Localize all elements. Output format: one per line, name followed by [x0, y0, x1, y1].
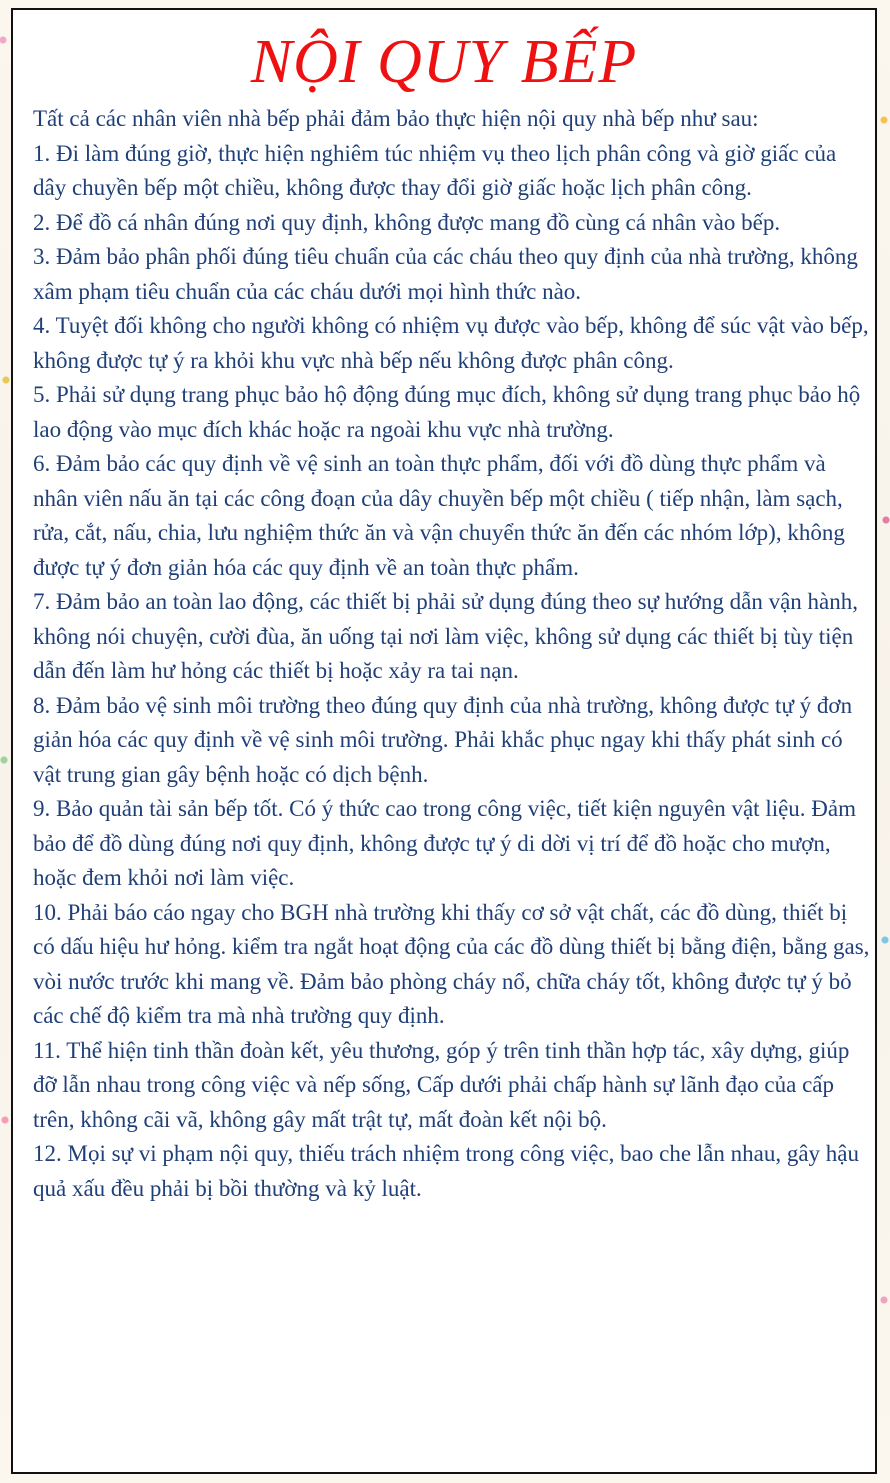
rule-item: 6. Đảm bảo các quy định về vệ sinh an toàn thực phẩm, đối với đồ dùng thực phẩm và nhân viên nấu ăn tại các công đoạn của dây chuyền bếp một chiều ( tiếp nhận, làm sạch, rửa, cắt, nấu, chia, lưu nghiệm thức ăn và vận chuyển thức ăn đến các nhóm lớp), không được tự ý đơn giản hóa các quy định về an toàn thực phẩm. [33, 451, 845, 580]
rule-item: 12. Mọi sự vi phạm nội quy, thiếu trách nhiệm trong công việc, bao che lẫn nhau, gây hậu quả xấu đều phải bị bồi thường và kỷ luật. [33, 1141, 860, 1201]
rule-item: 3. Đảm bảo phân phối đúng tiêu chuẩn của các cháu theo quy định của nhà trường, không xâm phạm tiêu chuẩn của các cháu dưới mọi hình thức nào. [33, 244, 858, 304]
notice-title: NỘI QUY BẾP [250, 28, 638, 96]
notice-board [11, 8, 877, 1474]
rule-item: 11. Thể hiện tinh thần đoàn kết, yêu thương, góp ý trên tinh thần hợp tác, xây dựng, giúp đỡ lẫn nhau trong công việc và nếp sống, Cấp dưới phải chấp hành sự lãnh đạo của cấp trên, không cãi vã, không gây mất trật tự, mất đoàn kết nội bộ. [33, 1037, 850, 1132]
notice-intro: Tất cả các nhân viên nhà bếp phải đảm bảo thực hiện nội quy nhà bếp như sau: [33, 106, 759, 131]
rule-item: 5. Phải sử dụng trang phục bảo hộ động đúng mục đích, không sử dụng trang phục bảo hộ lao động vào mục đích khác hoặc ra ngoài khu vực nhà trường. [33, 382, 861, 442]
rule-item: 8. Đảm bảo vệ sinh môi trường theo đúng quy định của nhà trường, không được tự ý đơn giản hóa các quy định về vệ sinh môi trường. Phải khắc phục ngay khi thấy phát sinh có vật trung gian gây bệnh hoặc có dịch bệnh. [33, 692, 853, 787]
rule-item: 4. Tuyệt đối không cho người không có nhiệm vụ được vào bếp, không để súc vật vào bếp, không được tự ý ra khỏi khu vực nhà bếp nếu không được phân công. [33, 313, 869, 373]
rule-item: 7. Đảm bảo an toàn lao động, các thiết bị phải sử dụng đúng theo sự hướng dẫn vận hành, không nói chuyện, cười đùa, ăn uống tại nơi làm việc, không sử dụng các thiết bị tùy tiện dẫn đến làm hư hỏng các thiết bị hoặc xảy ra tai nạn. [33, 589, 859, 683]
rule-item: 2. Để đồ cá nhân đúng nơi quy định, không được mang đồ cùng cá nhân vào bếp. [33, 209, 781, 235]
rule-item: 1. Đi làm đúng giờ, thực hiện nghiêm túc nhiệm vụ theo lịch phân công và giờ giấc của dây chuyền bếp một chiều, không được thay đổi giờ giấc hoặc lịch phân công. [33, 140, 837, 200]
rule-item: 9. Bảo quản tài sản bếp tốt. Có ý thức cao trong công việc, tiết kiện nguyên vật liệu. Đảm bảo để đồ dùng đúng nơi quy định, không được tự ý di dời vị trí để đồ hoặc cho mượn, hoặc đem khỏi nơi làm việc. [33, 796, 857, 890]
rule-item: 10. Phải báo cáo ngay cho BGH nhà trường khi thấy cơ sở vật chất, các đồ dùng, thiết bị có dấu hiệu hư hỏng. kiểm tra ngắt hoạt động của các đồ dùng thiết bị bằng điện, bằng gas, vòi nước trước khi mang về. Đảm bảo phòng cháy nổ, chữa cháy tốt, không được tự ý bỏ các chế độ kiểm tra mà nhà trường quy định. [33, 899, 870, 1028]
notice-content [33, 102, 871, 1206]
